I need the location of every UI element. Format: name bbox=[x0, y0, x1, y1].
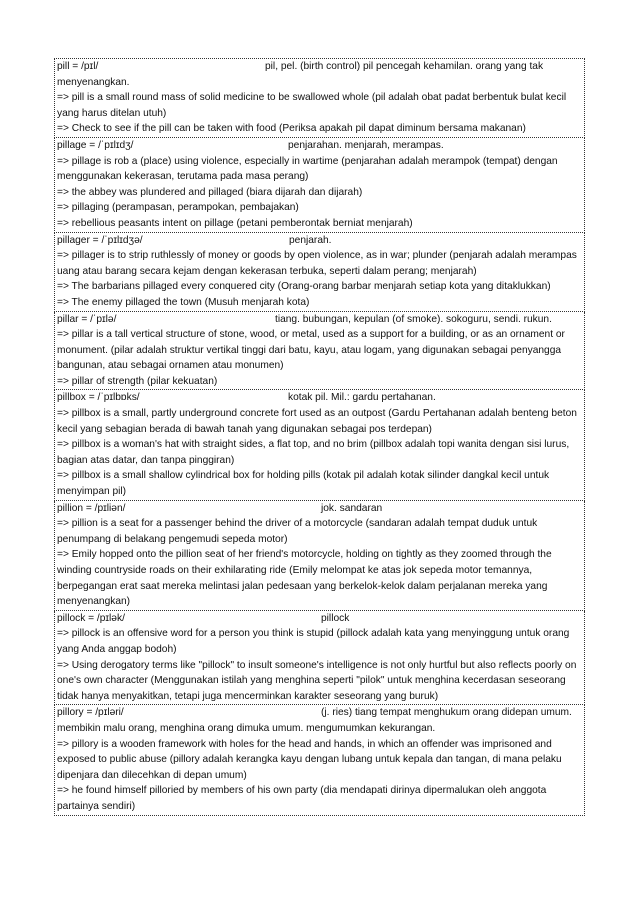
headword: pillar = /ˈpɪlə/ bbox=[57, 313, 117, 325]
definition-line: => he found himself pilloried by members of his own party (dia mendapati dirinya dipermalukan oleh anggota partainya sendiri) bbox=[57, 785, 547, 812]
entry-header bbox=[55, 312, 584, 328]
definition-line: => pillbox is a woman's hat with straight sides, a flat top, and no brim (pillbox adalah topi wanita dengan sisi lurus, bagian atas datar, dan tanpa pinggiran) bbox=[57, 439, 570, 466]
headword: pillbox = /ˈpɪlbɒks/ bbox=[57, 392, 140, 404]
entry-pillbox bbox=[54, 390, 585, 500]
definition-line: => rebellious peasants intent on pillage (petani pemberontak berniat menjarah) bbox=[57, 217, 413, 229]
headword: pillock = /pɪlək/ bbox=[57, 612, 125, 624]
definition-line: => Emily hopped onto the pillion seat of her friend's motorcycle, holding on tightly as they zoomed through the winding countryside roads on their exhilarating ride (Emily melompat ke atas jok sepeda motor temannya, berpegangan erat saat mereka melintasi jalan pedesaan yang berkelok-kelok dalam perjalanan mereka yang menyenangkan) bbox=[57, 549, 552, 608]
definition-line: => pillock is an offensive word for a person you think is stupid (pillock adalah kata yang menyinggung untuk orang yang Anda anggap bodoh) bbox=[57, 628, 570, 655]
headword: pillager = /ˈpɪlɪdʒə/ bbox=[57, 234, 143, 246]
headword: pillion = /pɪliən/ bbox=[57, 502, 126, 514]
gloss: jok. sandaran bbox=[321, 502, 383, 514]
gloss: kotak pil. Mil.: gardu pertahanan. bbox=[288, 392, 436, 404]
gloss: pillock bbox=[321, 612, 350, 624]
definition-line: => Check to see if the pill can be taken with food (Periksa apakah pil dapat diminum bersama makanan) bbox=[57, 123, 526, 135]
dictionary-page bbox=[54, 58, 585, 816]
entry-header bbox=[55, 611, 584, 627]
definition-line: => The barbarians pillaged every conquered city (Orang-orang barbar menjarah setiap kota yang ditaklukkan) bbox=[57, 281, 551, 293]
gloss: pil, pel. (birth control) pil pencegah kehamilan. orang yang tak menyenangkan. bbox=[57, 61, 544, 88]
entry-pill bbox=[54, 58, 585, 138]
definition-line: => pillage is rob a (place) using violence, especially in wartime (penjarahan adalah merampok (tempat) dengan menggunakan kekerasan, terutama pada masa perang) bbox=[57, 155, 558, 183]
headword: pillage = /ˈpɪlɪdʒ/ bbox=[57, 139, 134, 151]
definition-line: => The enemy pillaged the town (Musuh menjarah kota) bbox=[57, 296, 310, 308]
entry-header bbox=[55, 705, 584, 736]
definition-line: => pillory is a wooden framework with holes for the head and hands, in which an offender was imprisoned and exposed to public abuse (pillory adalah kerangka kayu dengan lubang untuk kepala dan tangan, di mana pelaku dipenjara dan dilecehkan di depan umum) bbox=[57, 738, 562, 781]
definition-line: => the abbey was plundered and pillaged (biara dijarah dan dijarah) bbox=[57, 186, 363, 198]
definition-line: => pillbox is a small, partly underground concrete fort used as an outpost (Gardu Pertahanan adalah benteng beton kecil yang sebagian berada di bawah tanah yang digunakan sebagai pos terdepan) bbox=[57, 408, 577, 435]
gloss: penjarah. bbox=[289, 234, 332, 246]
entry-pillar bbox=[54, 312, 585, 391]
entry-pillory bbox=[54, 705, 585, 815]
entry-pillage bbox=[54, 138, 585, 233]
definition-line: => pillaging (perampasan, perampokan, pembajakan) bbox=[57, 202, 299, 214]
headword: pillory = /pɪləri/ bbox=[57, 707, 124, 719]
definition-line: => pillar is a tall vertical structure of stone, wood, or metal, used as a support for a building, or as an ornament or monument. (pilar adalah struktur vertikal tinggi dari batu, kayu, atau logam, yang digunakan sebagai penyangga bangunan, atau sebagai ornamen atau monumen) bbox=[57, 329, 565, 372]
entry-header bbox=[55, 233, 584, 249]
definition-line: => pillager is to strip ruthlessly of money or goods by open violence, as in war; plunder (penjarah adalah merampas uang atau barang secara kejam dengan kekerasan terbuka, seperti dalam perang; menjarah) bbox=[57, 250, 577, 277]
definition-line: => pill is a small round mass of solid medicine to be swallowed whole (pil adalah obat padat berbentuk bulat kecil yang harus ditelan utuh) bbox=[57, 92, 567, 119]
entry-pillager bbox=[54, 233, 585, 312]
entry-header bbox=[55, 390, 584, 406]
gloss: tiang. bubungan, kepulan (of smoke). sokoguru, sendi. rukun. bbox=[275, 313, 552, 325]
entry-header bbox=[55, 501, 584, 517]
gloss: (j. ries) tiang tempat menghukum orang didepan umum. membikin malu orang, menghina orang dimuka umum. mengumumkan kekurangan. bbox=[57, 707, 572, 734]
entry-header bbox=[55, 59, 584, 90]
entry-pillock bbox=[54, 611, 585, 706]
entry-header bbox=[55, 138, 584, 154]
definition-line: => pillion is a seat for a passenger behind the driver of a motorcycle (sandaran adalah tempat duduk untuk penumpang di belakang pengemudi sepeda motor) bbox=[57, 518, 538, 545]
gloss: penjarahan. menjarah, merampas. bbox=[288, 139, 444, 151]
headword: pill = /pɪl/ bbox=[57, 61, 99, 72]
definition-line: => Using derogatory terms like "pillock" to insult someone's intelligence is not only hurtful but also reflects poorly on one's own character (Menggunakan istilah yang menghina seperti "pilok" untuk menghina kecerdasan seseorang tidak hanya menyakitkan, tetapi juga mencerminkan karakter seseorang yang buruk) bbox=[57, 659, 577, 702]
definition-line: => pillar of strength (pilar kekuatan) bbox=[57, 375, 218, 387]
definition-line: => pillbox is a small shallow cylindrical box for holding pills (kotak pil adalah kotak silinder dangkal kecil untuk menyimpan pil) bbox=[57, 470, 550, 498]
entry-pillion bbox=[54, 501, 585, 611]
